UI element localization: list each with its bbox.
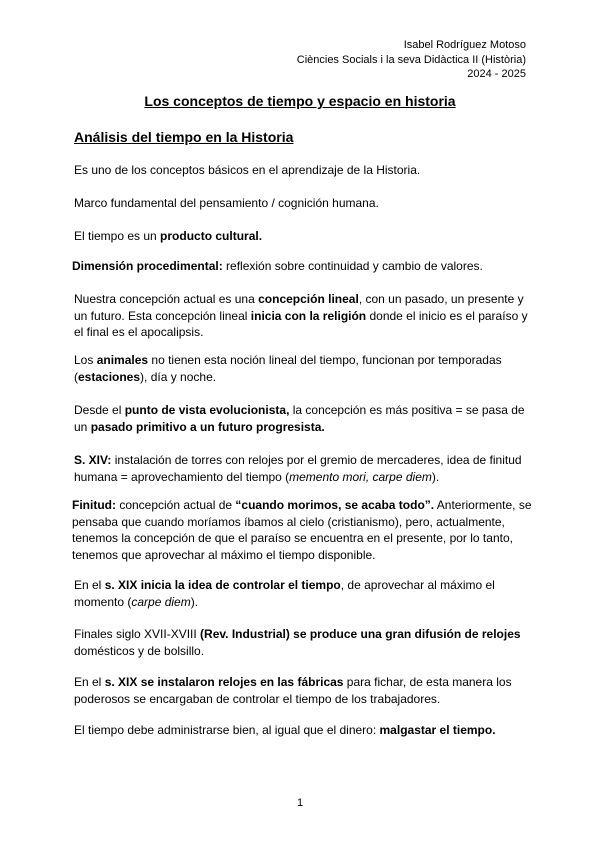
section-title: Análisis del tiempo en la Historia [74,129,294,145]
text-run: El tiempo es un [74,229,161,243]
bold-text: producto cultural. [160,229,263,243]
paragraph [74,577,534,610]
text-run: El tiempo debe administrarse bien, al igual que el dinero: [74,723,380,737]
paragraph [74,402,534,435]
text-run: Marco fundamental del pensamiento / cognición humana. [74,196,379,210]
italic-text: memento mori, carpe diem [289,469,432,484]
paragraph [74,722,534,739]
document-header [226,38,526,82]
paragraph [74,228,534,245]
bold-text: punto de vista evolucionista, [124,403,290,417]
bold-text: pasado primitivo a un futuro progresista. [90,419,325,434]
text-run: ), día y noche. [140,369,217,384]
text-run: para fichar, de esta manera los poderosos se encargaban de controlar el tiempo de los trabajadores. [74,675,512,706]
bold-text: estaciones [78,369,141,384]
text-run: reflexión sobre continuidad y cambio de valores. [222,259,483,273]
text-run: no tienen esta noción lineal del tiempo, funcionan por temporadas ( [74,353,502,384]
text-run: En el [74,675,105,689]
page-number: 1 [296,797,304,809]
bold-text: malgastar el tiempo. [379,723,496,737]
paragraph [72,258,532,275]
text-run: , con un pasado, un presente y un futuro. Esta concepción lineal [74,292,524,323]
text-run: Los [74,353,97,367]
italic-text: carpe diem [131,594,191,609]
text-run: concepción actual de [115,498,236,512]
bold-text: s. XIX se instalaron relojes en las fábricas [104,675,344,689]
text-run: Nuestra concepción actual es una [74,292,259,306]
paragraph [74,162,534,179]
paragraph [74,452,534,485]
header-year: 2024 - 2025 [467,68,526,80]
bold-text: inicia con la religión [250,308,367,323]
paragraph [74,352,534,385]
bold-text: Dimensión procedimental: [72,259,223,273]
text-run: instalación de torres con relojes por el gremio de mercaderes, idea de finitud humana = aprovechamiento del tiempo ( [74,453,522,484]
text-run: ). [431,469,440,484]
header-course: Ciències Socials i la seva Didàctica II (Història) [296,53,526,66]
text-run: la concepción es más positiva = se pasa de un [74,403,525,434]
text-run: Es uno de los conceptos básicos en el aprendizaje de la Historia. [74,163,421,177]
text-run: Anteriormente, se pensaba que cuando moríamos íbamos al cielo (cristianismo), pero, actualmente, tenemos la concepción de que el paraíso se encuentra en el presente, por lo tanto, tenemos que aprovechar al máximo el tiempo disponible. [72,498,532,562]
bold-text: animales [96,353,149,367]
text-run: Desde el [74,403,125,417]
text-run: domésticos y de bolsillo. [74,643,205,658]
paragraph [74,195,534,212]
text-run: ). [190,594,199,609]
paragraph [74,626,534,659]
bold-text: (Rev. Industrial) se produce una gran difusión de relojes [200,627,521,641]
bold-text: “cuando morimos, se acaba todo”. [235,498,435,512]
text-run: Finales siglo XVII-XVIII [74,627,201,641]
paragraph [74,674,534,707]
bold-text: S. XIV: [74,453,112,467]
bold-text: Finitud: [72,498,116,512]
text-run: , de aprovechar al máximo el momento ( [74,578,495,609]
paragraph [74,291,534,341]
header-author: Isabel Rodríguez Motoso [403,39,526,51]
text-run: donde el inicio es el paraíso y el final es el apocalipsis. [74,308,528,339]
text-run: En el [74,578,105,592]
bold-text: concepción lineal [258,292,359,306]
paragraph [72,497,532,563]
bold-text: s. XIX inicia la idea de controlar el tiempo [104,578,341,592]
document-title: Los conceptos de tiempo y espacio en historia [144,93,456,109]
